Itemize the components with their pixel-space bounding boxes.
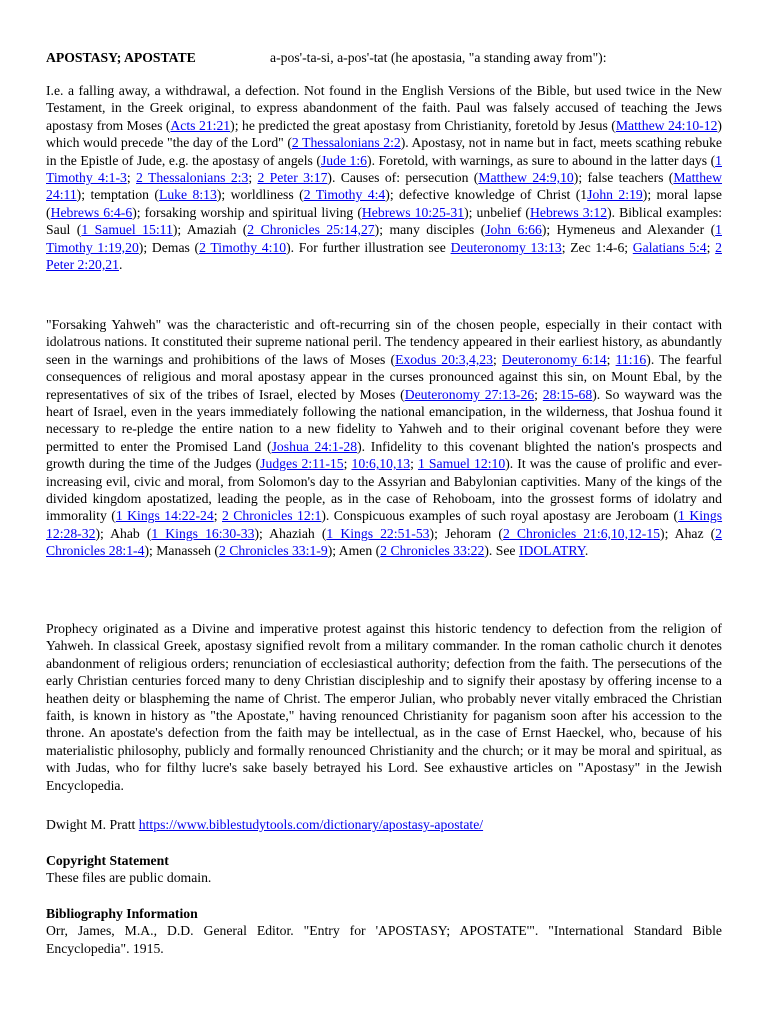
paragraph-text: .	[119, 257, 123, 273]
paragraph-text: ;	[248, 170, 258, 186]
paragraph-text: ). Biblical examples: Saul (	[46, 204, 723, 238]
scripture-reference-link[interactable]: 1 Kings 16:30-33	[151, 525, 255, 541]
scripture-reference-link[interactable]: Joshua 24:1-28	[271, 438, 358, 454]
paragraph-text: ); Amen (	[327, 543, 381, 559]
paragraph-prophecy	[46, 620, 722, 794]
copyright-title: Copyright Statement	[46, 853, 169, 868]
scripture-reference-link[interactable]: IDOLATRY	[518, 543, 585, 559]
scripture-reference-link[interactable]: 2 Chronicles 21:6,10,12-15	[502, 525, 661, 541]
paragraph-text: ); Jehoram (	[429, 525, 503, 541]
paragraph-text: ;	[410, 456, 418, 472]
scripture-reference-link[interactable]: 2 Chronicles 28:1-4	[46, 525, 723, 559]
paragraph-text: ;	[606, 351, 616, 367]
paragraph-text: ;	[343, 456, 352, 472]
scripture-reference-link[interactable]: Matthew 24:9,10	[478, 170, 574, 186]
paragraph-text: ); worldliness (	[216, 187, 304, 203]
scripture-reference-link[interactable]: 2 Chronicles 33:22	[380, 543, 485, 559]
paragraph-text: ); moral lapse (	[46, 187, 722, 220]
paragraph-text: ). So wayward was the heart of Israel, even in the years immediately following the national emancipation, in the wilderness, that Joshua found it necessary to re-pledge the entire nation to a new fidelity to Yahweh and to their original covenant before they were permitted to enter the Promised Land (	[46, 386, 723, 454]
scripture-reference-link[interactable]: 1 Samuel 15:11	[81, 222, 173, 238]
scripture-reference-link[interactable]: 1 Timothy 4:1-3	[46, 152, 722, 186]
scripture-reference-link[interactable]: 1 Kings 14:22-24	[115, 508, 214, 524]
scripture-reference-link[interactable]: 1 Timothy 1:19,20	[46, 222, 722, 255]
attribution-line	[46, 816, 722, 833]
bibliography-text: Orr, James, M.A., D.D. General Editor. "Entry for 'APOSTASY; APOSTATE'". "International Standard Bible Encyclopedia". 1915.	[46, 923, 722, 956]
copyright-section	[46, 852, 722, 887]
paragraph-text: ). For further illustration see	[286, 239, 451, 255]
paragraph-text: ;	[213, 508, 222, 524]
paragraph-text: ); Hymeneus and Alexander (	[541, 222, 716, 238]
scripture-reference-link[interactable]: 11:16	[615, 351, 647, 367]
paragraph-text: ); forsaking worship and spiritual living (	[132, 204, 362, 220]
scripture-reference-link[interactable]: Deuteronomy 13:13	[450, 239, 562, 255]
copyright-text: These files are public domain.	[46, 870, 212, 886]
paragraph-text: ); Ahaz (	[660, 525, 716, 541]
scripture-reference-link[interactable]: Hebrews 3:12	[530, 204, 608, 220]
scripture-reference-link[interactable]: 2 Timothy 4:10	[199, 239, 287, 255]
paragraph-text: ); many disciples (	[374, 222, 486, 238]
scripture-reference-link[interactable]: Deuteronomy 27:13-26	[404, 386, 535, 402]
paragraph-israel-history	[46, 316, 722, 560]
scripture-reference-link[interactable]: John 2:19	[587, 187, 643, 203]
bibliography-title: Bibliography Information	[46, 906, 198, 921]
paragraph-text: ); Ahab (	[95, 525, 152, 541]
entry-header	[46, 49, 607, 66]
paragraph-text: "Forsaking Yahweh" was the characteristic and oft-recurring sin of the chosen people, especially in their contact with idolatrous nations. It constituted their supreme national peril. The tendency appeared in their earliest history, as abundantly seen in the warnings and prohibitions of the laws of Moses (	[46, 317, 722, 367]
paragraph-text: ; Zec 1:4-6;	[561, 239, 633, 255]
scripture-reference-link[interactable]: Exodus 20:3,4,23	[395, 351, 493, 367]
paragraph-text: ). Foretold, with warnings, as sure to abound in the latter days (	[367, 152, 716, 168]
paragraph-text: ); Ahaziah (	[254, 525, 327, 541]
paragraph-text: ). See	[484, 543, 519, 559]
paragraph-text: ). Infidelity to this covenant blighted the nation's prospects and growth during the time of the Judges (	[46, 438, 722, 472]
paragraph-text: ); Manasseh (	[144, 543, 219, 559]
paragraph-text: ) which would precede "the day of the Lord" (	[46, 117, 722, 151]
scripture-reference-link[interactable]: 2 Peter 2:20,21	[46, 239, 722, 273]
paragraph-text: .	[584, 543, 589, 559]
attribution-author: Dwight M. Pratt	[46, 817, 136, 832]
bibliography-section	[46, 905, 722, 957]
paragraph-text: ); Demas (	[138, 239, 200, 255]
scripture-reference-link[interactable]: Judges 2:11-15	[260, 456, 344, 472]
paragraph-text: ;	[126, 170, 137, 186]
entry-pronunciation: a-pos'-ta-si, a-pos'-tat (he apostasia, "a standing away from"):	[270, 50, 607, 65]
scripture-reference-link[interactable]: Deuteronomy 6:14	[501, 351, 607, 367]
paragraph-text: ;	[492, 351, 502, 367]
scripture-reference-link[interactable]: Hebrews 10:25-31	[361, 204, 465, 220]
scripture-reference-link[interactable]: 28:15-68	[542, 386, 593, 402]
scripture-reference-link[interactable]: 2 Chronicles 33:1-9	[218, 543, 328, 559]
paragraph-text: ). The fearful consequences of religious and moral apostasy appear in the curses pronounced against this sin, on Mount Ebal, by the representatives of six of the tribes of Israel, elected by Moses (	[46, 351, 722, 402]
paragraph-text: ); unbelief (	[464, 204, 530, 220]
scripture-reference-link[interactable]: Hebrews 6:4-6	[50, 204, 133, 220]
scripture-reference-link[interactable]: 10:6,10,13	[351, 456, 411, 472]
scripture-reference-link[interactable]: Jude 1:6	[320, 152, 368, 168]
entry-term: APOSTASY; APOSTATE	[46, 50, 196, 65]
scripture-reference-link[interactable]: Matthew 24:11	[46, 170, 723, 203]
scripture-reference-link[interactable]: 2 Thessalonians 2:3	[136, 170, 249, 186]
paragraph-text: ); he predicted the great apostasy from Christianity, foretold by Jesus (	[230, 117, 616, 133]
paragraph-text: ). Apostasy, not in name but in fact, meets scathing rebuke in the Epistle of Jude, e.g. the apostasy of angels (	[46, 135, 722, 168]
paragraph-text: ;	[706, 239, 716, 255]
paragraph-text: ); false teachers (	[573, 170, 674, 186]
scripture-reference-link[interactable]: Acts 21:21	[170, 117, 231, 133]
scripture-reference-link[interactable]: 2 Timothy 4:4	[303, 187, 386, 203]
paragraph-text: ); defective knowledge of Christ (1	[385, 187, 588, 203]
paragraph-text: I.e. a falling away, a withdrawal, a defection. Not found in the English Versions of the Bible, but used twice in the New Testament, in the Greek original, to express abandonment of the faith. Paul was falsely accused of teaching the Jews apostasy from Moses (	[46, 83, 722, 133]
paragraph-text: ;	[534, 386, 543, 402]
paragraph-text: Prophecy originated as a Divine and imperative protest against this historic tendency to defection from the religion of Yahweh. In classical Greek, apostasy signified revolt from a military commander. In the roman catholic church it denotes abandonment of religious orders; renunciation of ecclesiastical authority; defection from the faith. The persecutions of the early Christian centuries forced many to deny Christian discipleship and to signify their apostasy by offering incense to a heathen deity or blaspheming the name of Christ. The emperor Julian, who probably never vitally embraced the Christian faith, is known in history as "the Apostate," having renounced Christianity for paganism soon after his accession to the throne. An apostate's defection from the faith may be intellectual, as in the case of Ernst Haeckel, who, because of his materialistic philosophy, publicly and formally renounced Christianity and the church; or it may be moral and spiritual, as with Judas, who for filthy lucre's sake basely betrayed his Lord. See exhaustive articles on "Apostasy" in the Jewish Encyclopedia.	[46, 621, 722, 793]
scripture-reference-link[interactable]: Galatians 5:4	[632, 239, 707, 255]
scripture-reference-link[interactable]: 1 Samuel 12:10	[417, 456, 506, 472]
scripture-reference-link[interactable]: 2 Chronicles 25:14,27	[247, 222, 375, 238]
scripture-reference-link[interactable]: 2 Peter 3:17	[257, 170, 328, 186]
paragraph-text: ). Conspicuous examples of such royal apostasy are Jeroboam (	[321, 508, 679, 524]
paragraph-text: ); temptation (	[76, 187, 159, 203]
paragraph-text: ). It was the cause of prolific and ever-increasing evil, civic and moral, from Solomon's day to the Assyrian and Babylonian captivities. Many of the kings of the divided kingdom apostatized, leading the people, as in the case of Rehoboam, into the grossest forms of idolatry and immorality (	[46, 456, 722, 524]
paragraph-text: ). Causes of: persecution (	[327, 170, 479, 186]
scripture-reference-link[interactable]: 1 Kings 12:28-32	[46, 508, 723, 541]
paragraph-definition	[46, 82, 722, 273]
scripture-reference-link[interactable]: 1 Kings 22:51-53	[326, 525, 430, 541]
paragraph-text: ); Amaziah (	[172, 222, 248, 238]
scripture-reference-link[interactable]: John 6:66	[485, 222, 542, 238]
scripture-reference-link[interactable]: 2 Chronicles 12:1	[221, 508, 322, 524]
scripture-reference-link[interactable]: 2 Thessalonians 2:2	[291, 135, 401, 151]
scripture-reference-link[interactable]: Matthew 24:10-12	[615, 117, 718, 133]
scripture-reference-link[interactable]: Luke 8:13	[158, 187, 217, 203]
source-link[interactable]: https://www.biblestudytools.com/dictionary/apostasy-apostate/	[138, 817, 484, 832]
